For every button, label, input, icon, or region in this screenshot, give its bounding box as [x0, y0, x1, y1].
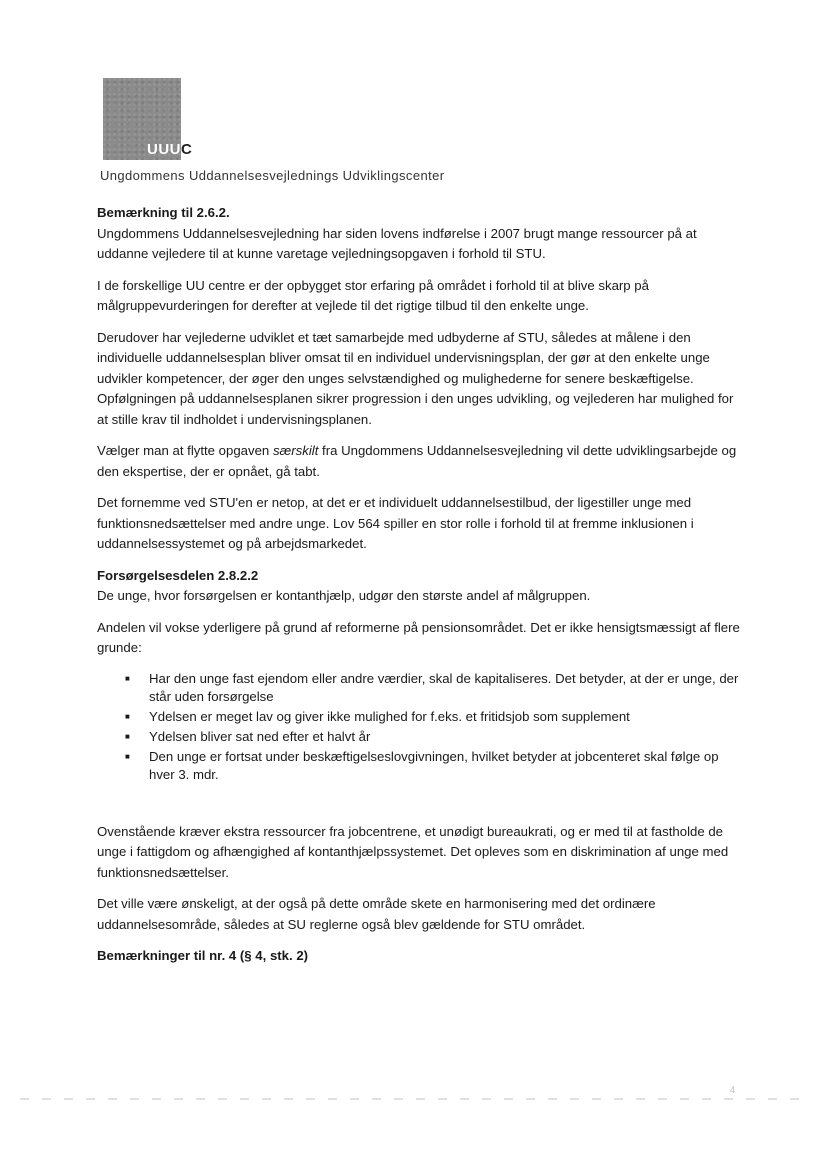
- list-item: ■ Ydelsen er meget lav og giver ikke mulighed for f.eks. et fritidsjob som supplement: [149, 708, 747, 726]
- scan-artifact-line: [20, 1098, 800, 1100]
- paragraph: Vælger man at flytte opgaven særskilt fra Ungdommens Uddannelsesvejledning vil dette udviklingsarbejde og den ekspertise, der er opnået, gå tabt.: [97, 443, 737, 479]
- document-body: [97, 203, 747, 967]
- section-heading-nr-4: Bemærkninger til nr. 4 (§ 4, stk. 2): [97, 948, 309, 963]
- list-item: ■ Har den unge fast ejendom eller andre værdier, skal de kapitaliseres. Det betyder, at der er unge, der står uden forsørgelse: [149, 670, 747, 706]
- list-item: ■ Den unge er fortsat under beskæftigelseslovgivningen, hvilket betyder at jobcenteret skal følge op hver 3. mdr.: [149, 748, 747, 784]
- paragraph: Andelen vil vokse yderligere på grund af reformerne på pensionsområdet. Det er ikke hensigtsmæssigt af flere grunde:: [97, 619, 740, 655]
- section-heading-forsorgelse: Forsørgelsesdelen 2.8.2.2: [97, 567, 259, 583]
- paragraph: I de forskellige UU centre er der opbygget stor erfaring på området i forhold til at blive skarp på målgruppevurderingen for derefter at vejlede til det rigtige tilbud til den enkelte unge.: [97, 277, 649, 313]
- paragraph: De unge, hvor forsørgelsen er kontanthjælp, udgør den største andel af målgruppen.: [97, 588, 591, 603]
- organization-name: Ungdommens Uddannelsesvejlednings Udviklingscenter: [100, 168, 445, 183]
- paragraph: Det fornemme ved STU'en er netop, at det er et individuelt uddannelsestilbud, der ligestiller unge med funktionsnedsættelser med andre unge. Lov 564 spiller en stor rolle i forhold til at fremme inklusionen i uddannelsessystemet og på arbejdsmarkedet.: [97, 495, 694, 551]
- paragraph: Det ville være ønskeligt, at der også på dette område skete en harmonisering med det ordinære uddannelsesområde, således at SU reglerne også blev gældende for STU området.: [97, 896, 656, 932]
- emphasis-saerskilt: særskilt: [272, 443, 319, 458]
- paragraph: Ovenstående kræver ekstra ressourcer fra jobcentrene, et unødigt bureaukrati, og er med til at fastholde de unge i fattigdom og afhængighed af kontanthjælpssystemet. Det opleves som en diskrimination af unge med funktionsnedsættelser.: [97, 823, 729, 880]
- bullet-list: [97, 670, 747, 784]
- list-item: ■ Ydelsen bliver sat ned efter et halvt år: [149, 728, 747, 746]
- logo-text: UUUC: [147, 141, 193, 158]
- page-number: 4: [730, 1085, 736, 1095]
- paragraph: Ungdommens Uddannelsesvejledning har siden lovens indførelse i 2007 brugt mange ressourcer på at uddanne vejledere til at kunne varetage vejledningsopgaven i forhold til STU.: [97, 225, 697, 261]
- paragraph: Derudover har vejlederne udviklet et tæt samarbejde med udbyderne af STU, således at målene i den individuelle uddannelsesplan bliver omsat til en individuel undervisningsplan, der gør at den enkelte unge udvikler kompetencer, der øger den unges selvstændighed og mulighederne for senere beskæftigelse. Opfølgningen på uddannelsesplanen sikrer progression i den unges udvikling, og vejlederen har mulighed for at stille krav til indholdet i undervisningsplanen.: [97, 329, 734, 427]
- section-heading-2-6-2: Bemærkning til 2.6.2.: [97, 205, 230, 220]
- uuuc-logo: [103, 78, 193, 160]
